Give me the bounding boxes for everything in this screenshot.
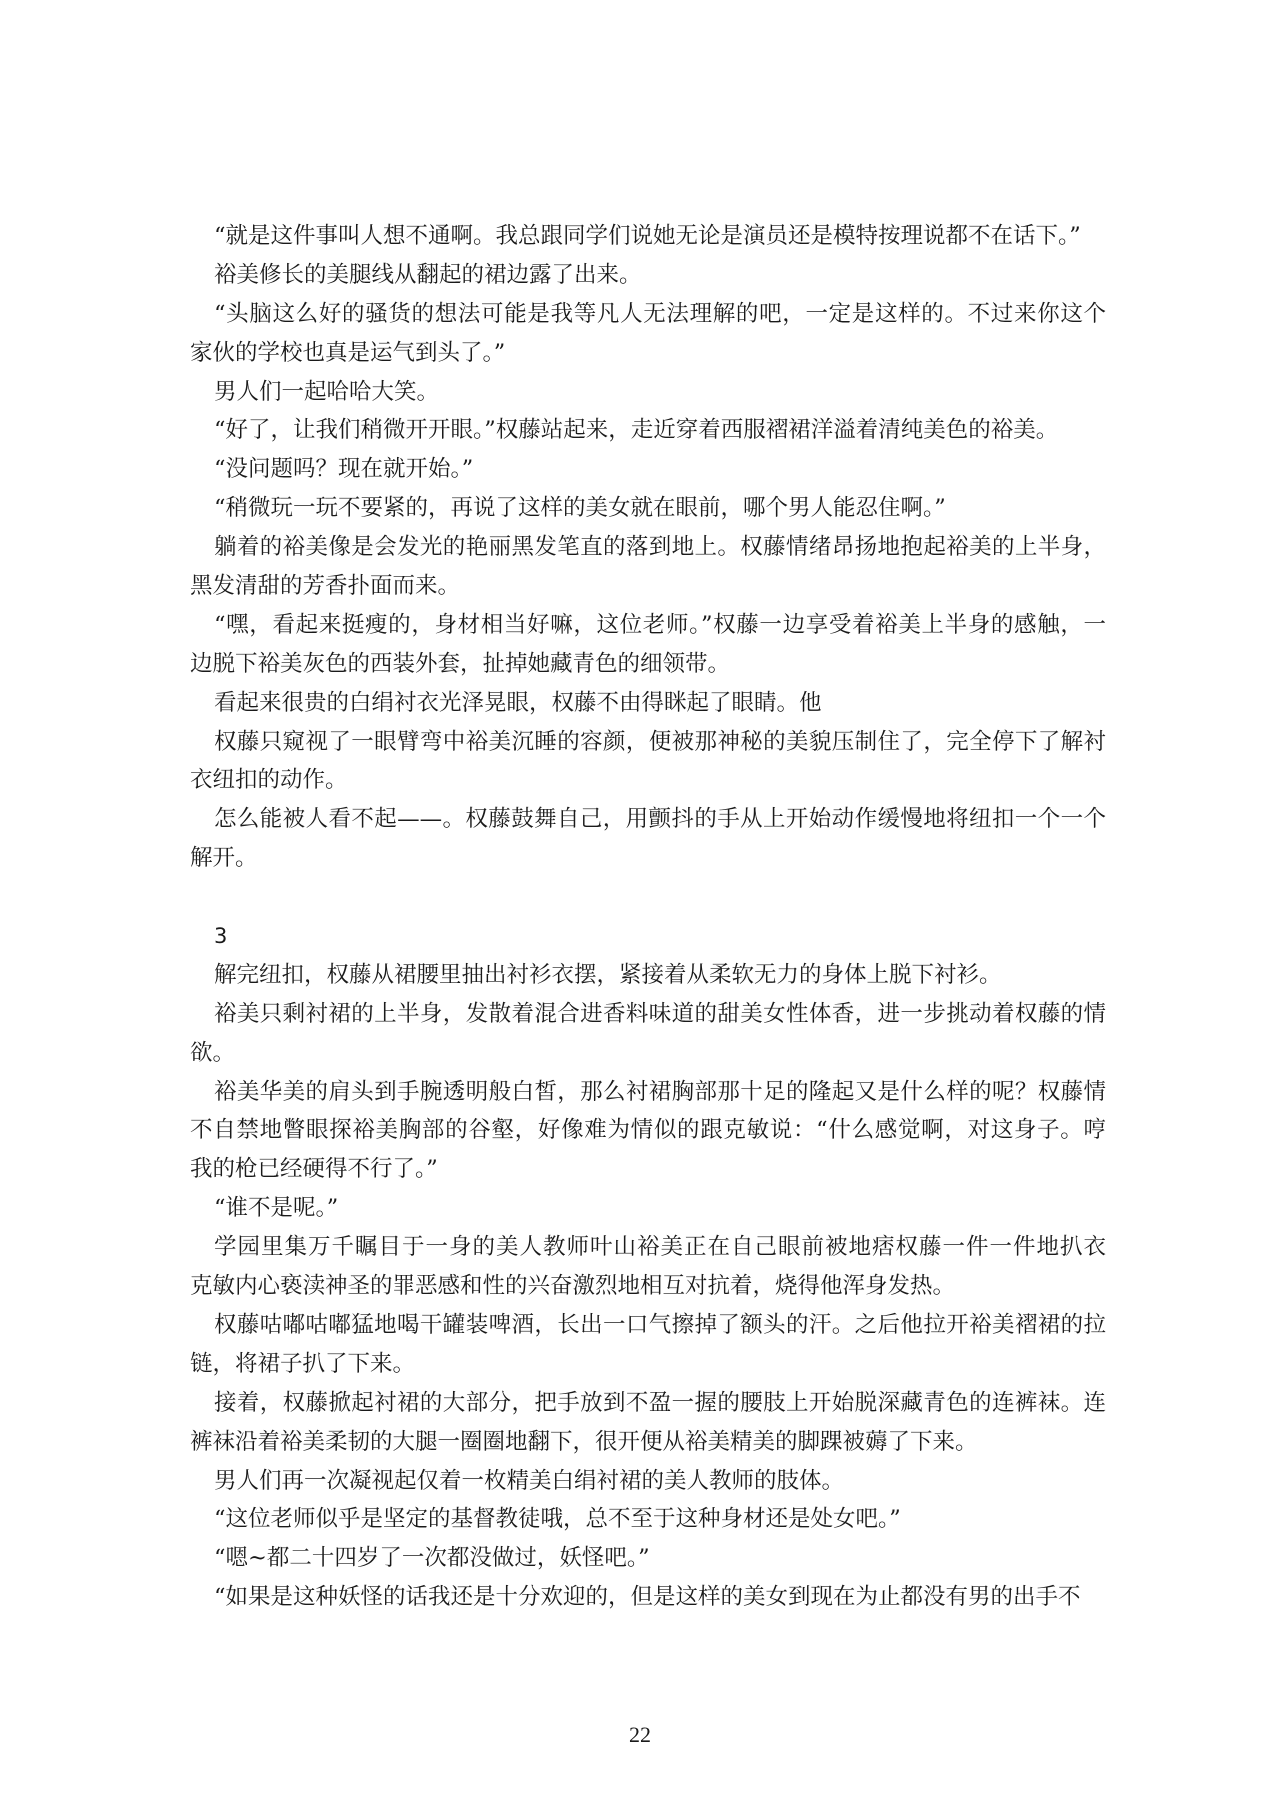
paragraph bbox=[190, 1500, 1106, 1539]
paragraph bbox=[190, 995, 1106, 1073]
text-line: 我的枪已经硬得不行了。” bbox=[190, 1156, 438, 1183]
text-line: “这位老师似乎是坚定的基督教徒哦，总不至于这种身材还是处女吧。” bbox=[214, 1506, 901, 1533]
text-line: 男人们再一次凝视起仅着一枚精美白绢衬裙的美人教师的肢体。 bbox=[214, 1467, 845, 1494]
paragraph bbox=[190, 1384, 1106, 1462]
text-line: 黑发清甜的芳香扑面而来。 bbox=[190, 573, 461, 600]
paragraph bbox=[190, 606, 1106, 684]
paragraph bbox=[190, 450, 1106, 489]
text-line: 怎么能被人看不起——。权藤鼓舞自己，用颤抖的手从上开始动作缓慢地将纽扣一个一个 bbox=[214, 806, 1106, 833]
text-line: 克敏内心亵渎神圣的罪恶感和性的兴奋激烈地相互对抗着，烧得他浑身发热。 bbox=[190, 1273, 956, 1300]
paragraph bbox=[190, 1073, 1106, 1190]
paragraph bbox=[190, 1228, 1106, 1306]
paragraph bbox=[190, 1189, 1106, 1228]
paragraph bbox=[190, 956, 1106, 995]
document-body bbox=[190, 217, 1106, 1617]
paragraph bbox=[190, 684, 1106, 723]
text-line: 链，将裙子扒了下来。 bbox=[190, 1350, 416, 1377]
text-line: 裕美华美的肩头到手腕透明般白皙，那么衬裙胸部那十足的隆起又是什么样的呢？权藤情 bbox=[214, 1078, 1106, 1105]
text-line: 权藤咕嘟咕嘟猛地喝干罐装啤酒，长出一口气擦掉了额头的汗。之后他拉开裕美褶裙的拉 bbox=[214, 1311, 1106, 1338]
paragraph bbox=[190, 1578, 1106, 1617]
paragraph bbox=[190, 1462, 1106, 1501]
text-line: 裕美只剩衬裙的上半身，发散着混合进香料味道的甜美女性体香，进一步挑动着权藤的情 bbox=[214, 1000, 1106, 1027]
paragraph bbox=[190, 256, 1106, 295]
text-line: 家伙的学校也真是运气到头了。” bbox=[190, 339, 506, 366]
text-line: 躺着的裕美像是会发光的艳丽黑发笔直的落到地上。权藤情绪昂扬地抱起裕美的上半身， bbox=[214, 534, 1106, 561]
paragraph bbox=[190, 528, 1106, 606]
paragraph bbox=[190, 411, 1106, 450]
text-line: 不自禁地瞥眼探裕美胸部的谷壑，好像难为情似的跟克敏说：“什么感觉啊，对这身子。哼 bbox=[190, 1117, 1106, 1144]
page-number: 22 bbox=[629, 1722, 651, 1747]
text-line: 解完纽扣，权藤从裙腰里抽出衬衫衣摆，紧接着从柔软无力的身体上脱下衬衫。 bbox=[214, 961, 1002, 988]
text-line: “没问题吗？现在就开始。” bbox=[214, 456, 474, 483]
text-line: “好了，让我们稍微开开眼。”权藤站起来，走近穿着西服褶裙洋溢着清纯美色的裕美。 bbox=[214, 417, 1059, 444]
text-line: 看起来很贵的白绢衬衣光泽晃眼，权藤不由得眯起了眼睛。他 bbox=[214, 689, 822, 716]
text-line: 接着，权藤掀起衬裙的大部分，把手放到不盈一握的腰肢上开始脱深藏青色的连裤袜。连 bbox=[214, 1389, 1106, 1416]
text-line: “稍微玩一玩不要紧的，再说了这样的美女就在眼前，哪个男人能忍住啊。” bbox=[214, 495, 946, 522]
text-line: 男人们一起哈哈大笑。 bbox=[214, 378, 440, 405]
text-line: “嗯~都二十四岁了一次都没做过，妖怪吧。” bbox=[214, 1545, 650, 1572]
paragraph bbox=[190, 373, 1106, 412]
paragraph bbox=[190, 295, 1106, 373]
text-line: “如果是这种妖怪的话我还是十分欢迎的，但是这样的美女到现在为止都没有男的出手不 bbox=[214, 1584, 1081, 1611]
paragraph bbox=[190, 217, 1106, 256]
paragraph bbox=[190, 1306, 1106, 1384]
text-line: “谁不是呢。” bbox=[214, 1195, 339, 1222]
text-line: 裤袜沿着裕美柔韧的大腿一圈圈地翻下，很开便从裕美精美的脚踝被薅了下来。 bbox=[190, 1428, 978, 1455]
section-1 bbox=[190, 217, 1106, 878]
paragraph bbox=[190, 723, 1106, 801]
text-line: 学园里集万千瞩目于一身的美人教师叶山裕美正在自己眼前被地痞权藤一件一件地扒衣 bbox=[214, 1234, 1106, 1261]
text-line: 衣纽扣的动作。 bbox=[190, 767, 348, 794]
section-heading: 3 bbox=[214, 924, 228, 949]
text-line: “嘿，看起来挺瘦的，身材相当好嘛，这位老师。”权藤一边享受着裕美上半身的感触，一 bbox=[214, 611, 1106, 638]
paragraph bbox=[190, 1539, 1106, 1578]
text-line: 权藤只窥视了一眼臂弯中裕美沉睡的容颜，便被那神秘的美貌压制住了，完全停下了解衬 bbox=[214, 728, 1106, 755]
text-line: 边脱下裕美灰色的西装外套，扯掉她藏青色的细领带。 bbox=[190, 650, 731, 677]
section-2 bbox=[190, 956, 1106, 1617]
text-line: 解开。 bbox=[190, 845, 258, 872]
section-spacer bbox=[190, 878, 1106, 917]
text-line: 欲。 bbox=[190, 1039, 236, 1066]
text-line: “头脑这么好的骚货的想法可能是我等凡人无法理解的吧，一定是这样的。不过来你这个 bbox=[214, 300, 1106, 327]
text-line: “就是这件事叫人想不通啊。我总跟同学们说她无论是演员还是模特按理说都不在话下。” bbox=[214, 223, 1081, 249]
paragraph bbox=[190, 800, 1106, 878]
paragraph bbox=[190, 489, 1106, 528]
text-line: 裕美修长的美腿线从翻起的裙边露了出来。 bbox=[214, 261, 642, 288]
